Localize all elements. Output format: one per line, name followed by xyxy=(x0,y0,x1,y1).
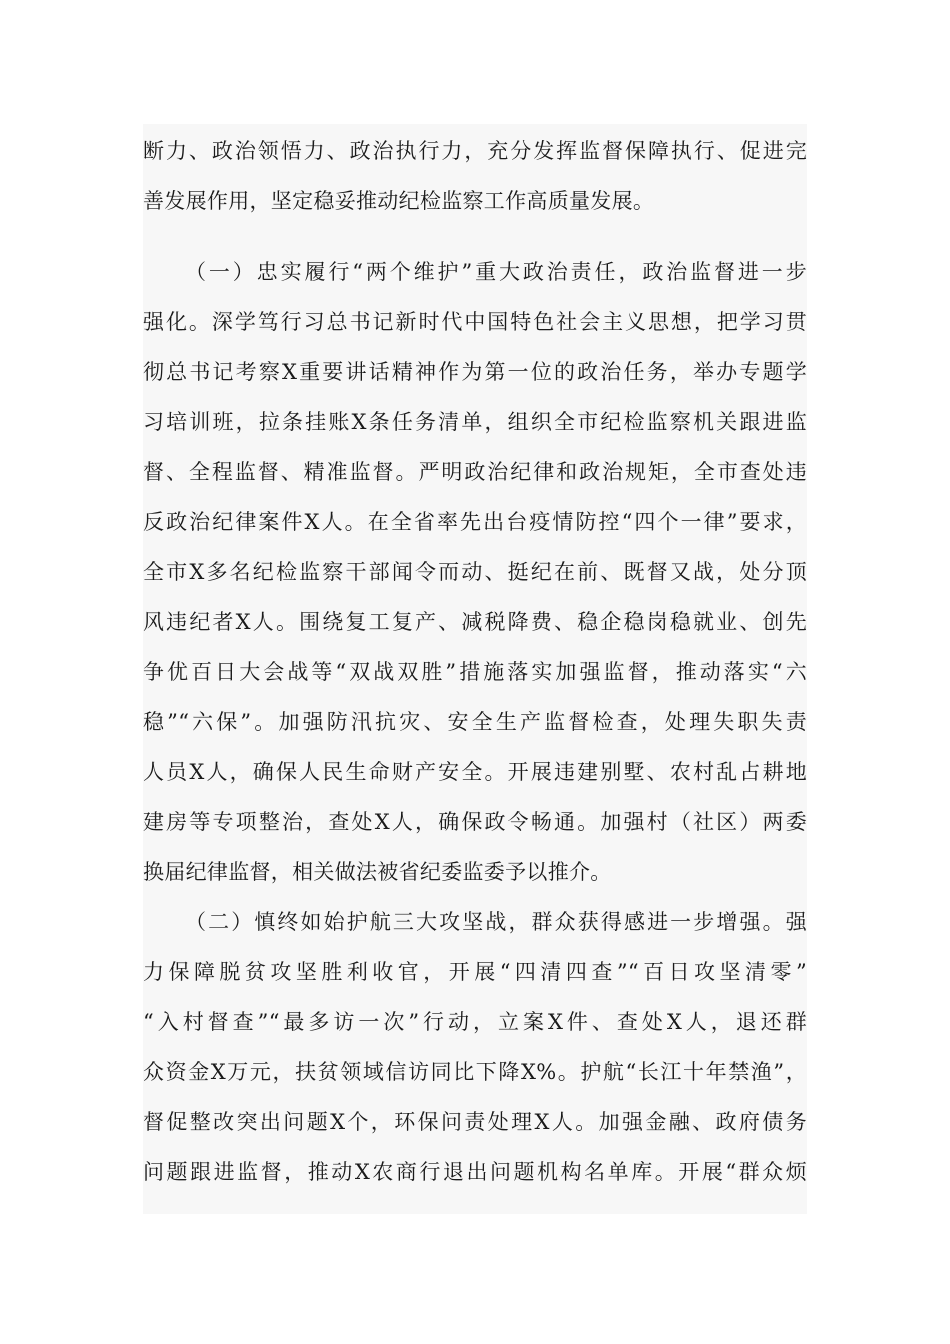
text-line: 强化。深学笃行习总书记新时代中国特色社会主义思想，把学习贯 xyxy=(143,310,807,334)
text-line: 力保障脱贫攻坚胜利收官，开展“四清四查”“百日攻坚清零” xyxy=(143,960,807,984)
text-line: 问题跟进监督，推动X农商行退出问题机构名单库。开展“群众烦 xyxy=(143,1160,807,1184)
text-line: 督、全程监督、精准监督。严明政治纪律和政治规矩，全市查处违 xyxy=(143,460,807,484)
text-line: 习培训班，拉条挂账X条任务清单，组织全市纪检监察机关跟进监 xyxy=(143,410,807,434)
text-line: 反政治纪律案件X人。在全省率先出台疫情防控“四个一律”要求， xyxy=(143,510,807,534)
text-line: 风违纪者X人。围绕复工复产、减税降费、稳企稳岗稳就业、创先 xyxy=(143,610,807,634)
text-line: 断力、政治领悟力、政治执行力，充分发挥监督保障执行、促进完 xyxy=(143,139,807,163)
document-page xyxy=(143,124,807,1214)
paragraph-section-one xyxy=(143,247,807,897)
section-heading-line: （二）慎终如始护航三大攻坚战，群众获得感进一步增强。强 xyxy=(185,910,807,934)
text-line: 善发展作用，坚定稳妥推动纪检监察工作高质量发展。 xyxy=(143,189,655,213)
paragraph-continuation xyxy=(143,126,807,226)
text-line: 换届纪律监督，相关做法被省纪委监委予以推介。 xyxy=(143,860,612,884)
text-line: 全市X多名纪检监察干部闻令而动、挺纪在前、既督又战，处分顶 xyxy=(143,560,807,584)
text-line: 人员X人，确保人民生命财产安全。开展违建别墅、农村乱占耕地 xyxy=(143,760,807,784)
text-line: 稳”“六保”。加强防汛抗灾、安全生产监督检查，处理失职失责 xyxy=(143,710,807,734)
text-line: 争优百日大会战等“双战双胜”措施落实加强监督，推动落实“六 xyxy=(143,660,807,684)
text-line: 建房等专项整治，查处X人，确保政令畅通。加强村（社区）两委 xyxy=(143,810,807,834)
text-line: “入村督查”“最多访一次”行动，立案X件、查处X人，退还群 xyxy=(143,1010,807,1034)
text-line: 彻总书记考察X重要讲话精神作为第一位的政治任务，举办专题学 xyxy=(143,360,807,384)
text-line: 众资金X万元，扶贫领域信访同比下降X%。护航“长江十年禁渔”， xyxy=(143,1060,807,1084)
text-line: 督促整改突出问题X个，环保问责处理X人。加强金融、政府债务 xyxy=(143,1110,807,1134)
paragraph-section-two xyxy=(143,897,807,1197)
section-heading-line: （一）忠实履行“两个维护”重大政治责任，政治监督进一步 xyxy=(185,260,807,284)
